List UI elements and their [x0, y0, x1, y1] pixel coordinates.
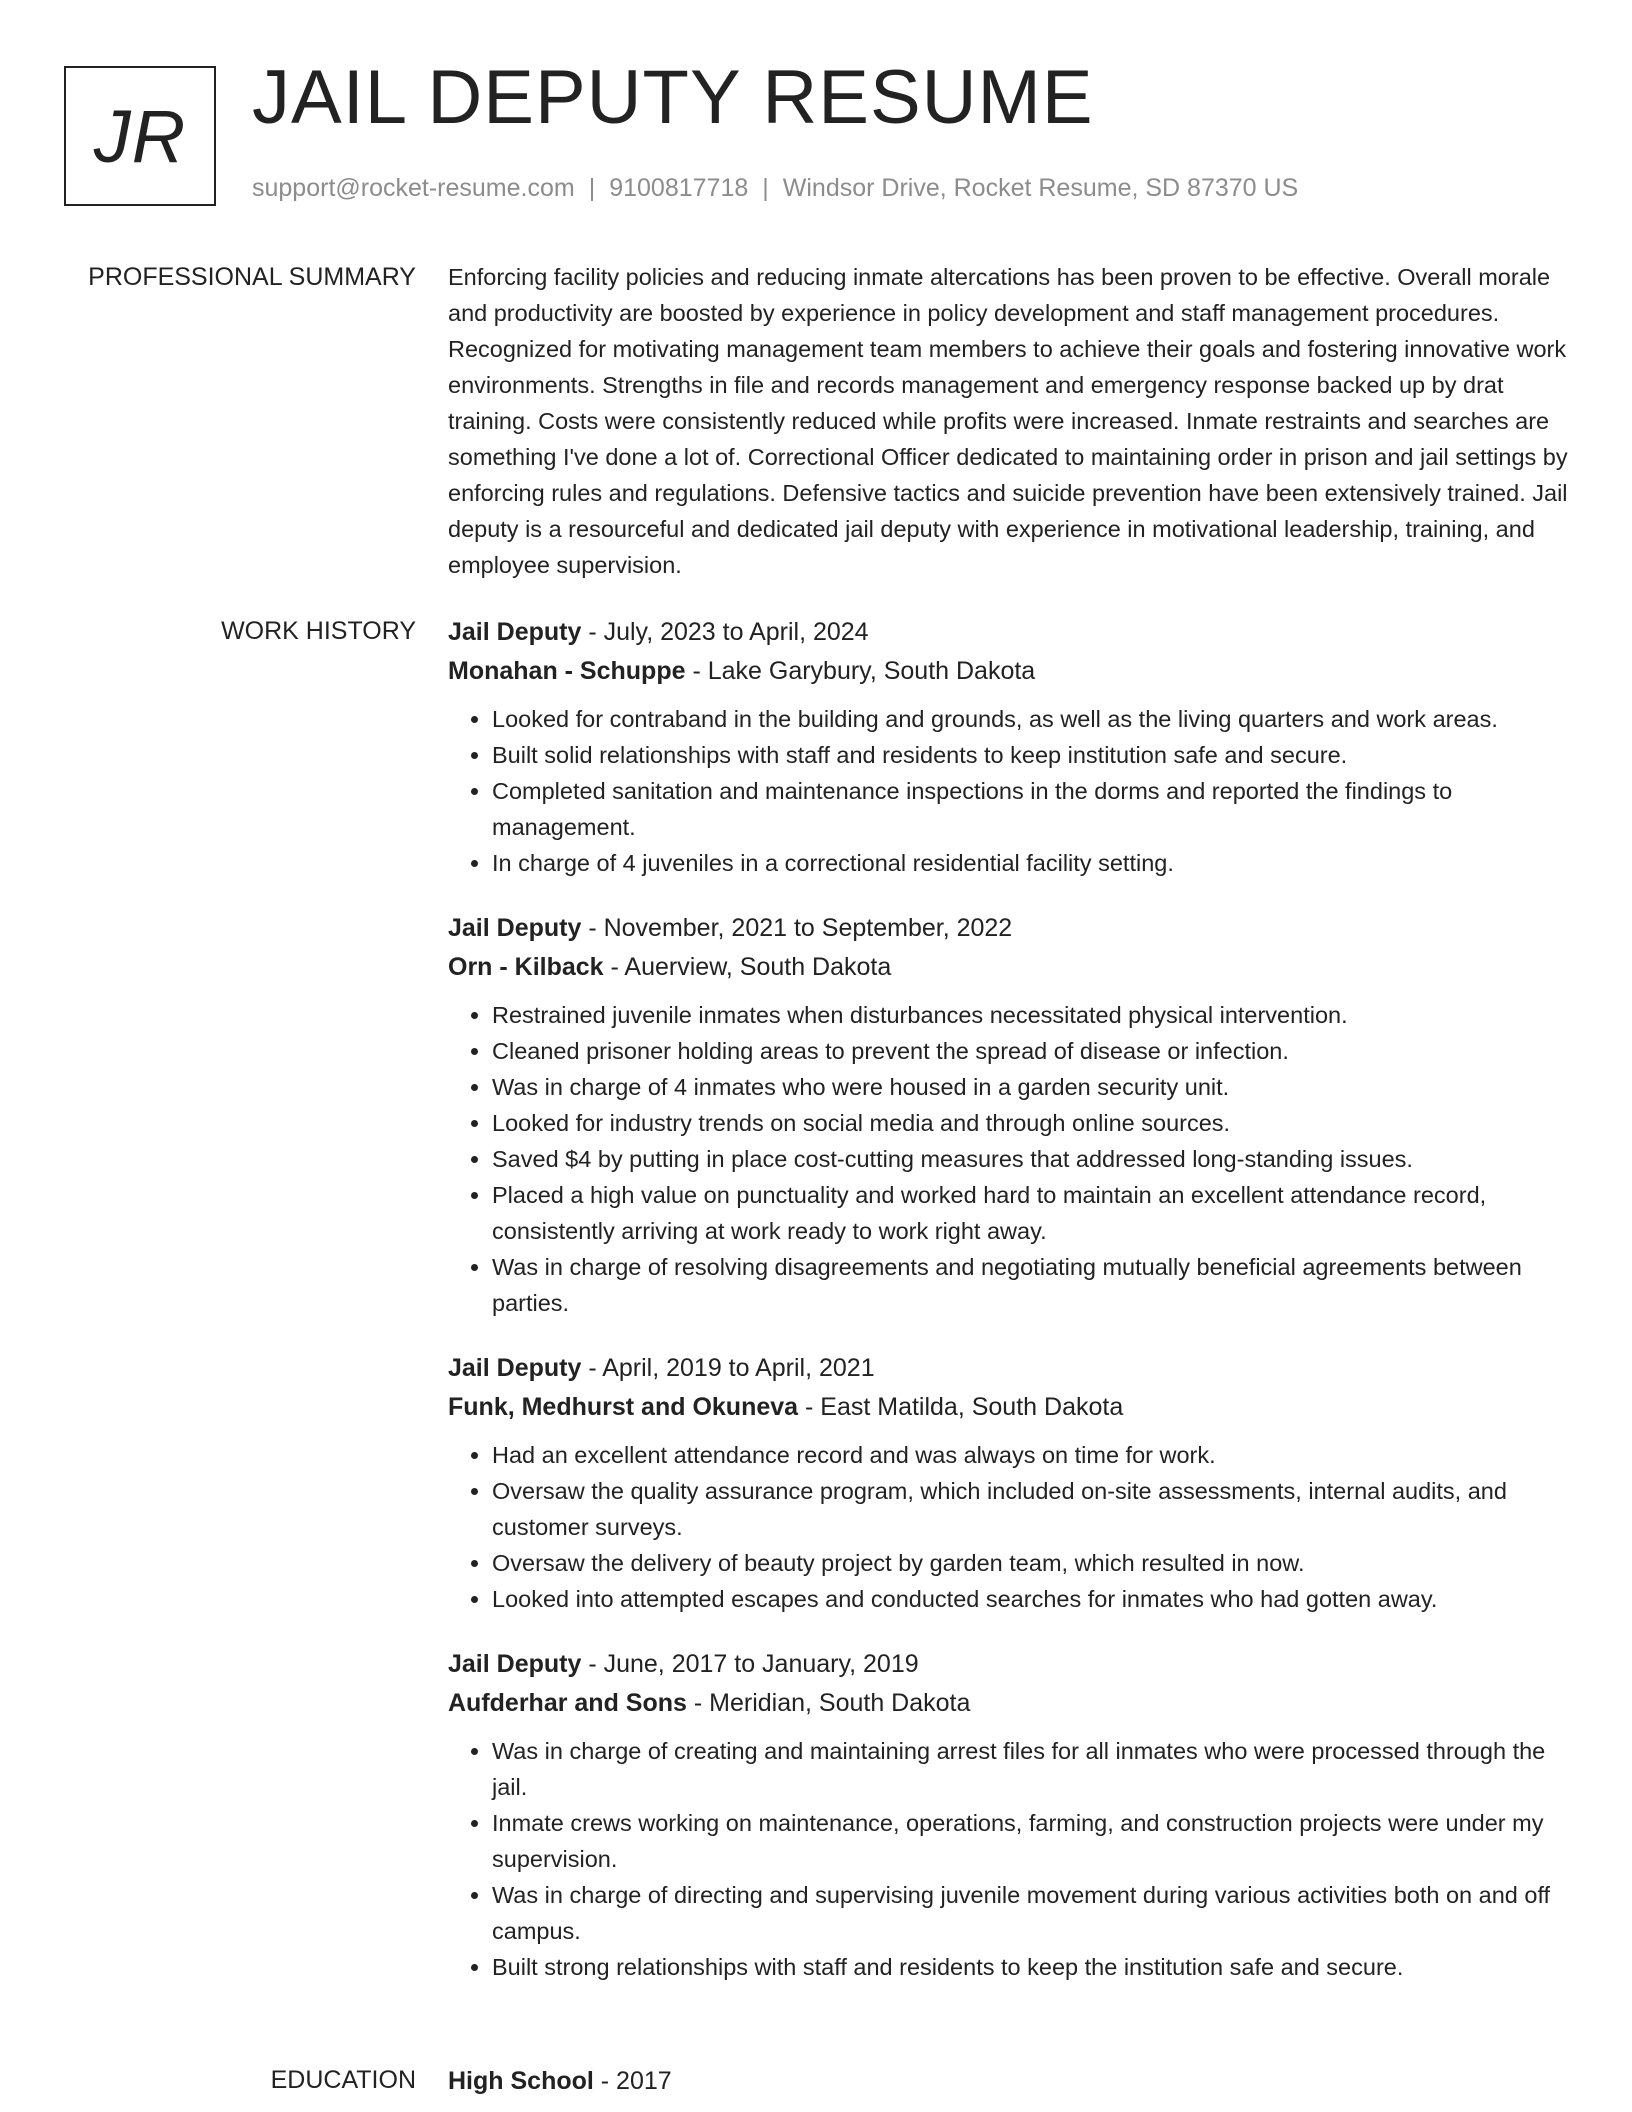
education-heading: EDUCATION: [270, 2066, 416, 2094]
job-title-line: [448, 1349, 1576, 1388]
work-history-body: [448, 613, 1576, 2013]
job-bullets: [448, 997, 1576, 1321]
job-company-line: [448, 948, 1576, 987]
job-company-line: [448, 652, 1576, 691]
job-bullet: • Looked into attempted escapes and conducted searches for inmates who had gotten away.: [492, 1581, 1576, 1617]
job-entry: [448, 613, 1576, 881]
job-location: - Lake Garybury, South Dakota: [685, 657, 1036, 685]
education-year: - 2017: [593, 2067, 672, 2095]
job-bullet: • Cleaned prisoner holding areas to prevent the spread of disease or infection.: [492, 1033, 1576, 1069]
job-location: - Meridian, South Dakota: [686, 1689, 971, 1717]
job-title: Jail Deputy: [448, 1354, 582, 1382]
contact-address: Windsor Drive, Rocket Resume, SD 87370 US: [782, 174, 1299, 202]
job-bullet: • In charge of 4 juveniles in a correctional residential facility setting.: [492, 845, 1576, 881]
job-company: Aufderhar and Sons: [448, 1689, 687, 1717]
job-bullets: [448, 701, 1576, 881]
job-bullet: • Was in charge of resolving disagreements and negotiating mutually beneficial agreements between parties.: [492, 1249, 1576, 1321]
job-entry: [448, 1349, 1576, 1617]
summary-body: [448, 259, 1576, 583]
education-degree: High School: [448, 2067, 594, 2095]
job-bullet: • Inmate crews working on maintenance, operations, farming, and construction projects were under my supervision.: [492, 1805, 1576, 1877]
job-bullet: • Looked for industry trends on social media and through online sources.: [492, 1105, 1576, 1141]
job-bullets: [448, 1437, 1576, 1617]
job-title: Jail Deputy: [448, 914, 582, 942]
job-company-line: [448, 1684, 1576, 1723]
contact-phone[interactable]: 9100817718: [609, 174, 749, 202]
job-bullet: • Saved $4 by putting in place cost-cutting measures that addressed long-standing issues.: [492, 1141, 1576, 1177]
contact-email[interactable]: support@rocket-resume.com: [252, 174, 575, 202]
job-bullet: • Oversaw the delivery of beauty project by garden team, which resulted in now.: [492, 1545, 1576, 1581]
job-bullet: • Built strong relationships with staff and residents to keep the institution safe and secure.: [492, 1949, 1576, 1985]
job-company: Monahan - Schuppe: [448, 657, 686, 685]
job-dates: - July, 2023 to April, 2024: [581, 618, 869, 646]
job-bullet: • Placed a high value on punctuality and worked hard to maintain an excellent attendance record, consistently arriving at work ready to work right away.: [492, 1177, 1576, 1249]
job-location: - Auerview, South Dakota: [603, 953, 892, 981]
contact-line: [252, 174, 1298, 203]
job-title-line: [448, 909, 1576, 948]
job-title-line: [448, 1645, 1576, 1684]
education-entry: [448, 2062, 1576, 2101]
job-dates: - November, 2021 to September, 2022: [581, 914, 1013, 942]
job-bullet: • Built solid relationships with staff and residents to keep institution safe and secure.: [492, 737, 1576, 773]
job-entry: [448, 1645, 1576, 1985]
job-company-line: [448, 1388, 1576, 1427]
initials-monogram: JR: [64, 66, 216, 206]
summary-heading: PROFESSIONAL SUMMARY: [88, 263, 416, 291]
job-company: Funk, Medhurst and Okuneva: [448, 1393, 799, 1421]
job-entry: [448, 909, 1576, 1321]
job-title: Jail Deputy: [448, 1650, 582, 1678]
job-dates: - April, 2019 to April, 2021: [581, 1354, 875, 1382]
job-bullet: • Was in charge of directing and supervising juvenile movement during various activities both on and off campus.: [492, 1877, 1576, 1949]
work-history-heading: WORK HISTORY: [221, 617, 416, 645]
job-bullet: • Was in charge of creating and maintaining arrest files for all inmates who were processed through the jail.: [492, 1733, 1576, 1805]
job-bullet: • Had an excellent attendance record and was always on time for work.: [492, 1437, 1576, 1473]
resume-title: JAIL DEPUTY RESUME: [252, 55, 1094, 140]
job-company: Orn - Kilback: [448, 953, 604, 981]
job-bullet: • Completed sanitation and maintenance inspections in the dorms and reported the findings to management.: [492, 773, 1576, 845]
job-bullet: • Oversaw the quality assurance program, which included on-site assessments, internal audits, and customer surveys.: [492, 1473, 1576, 1545]
job-bullet: • Looked for contraband in the building and grounds, as well as the living quarters and work areas.: [492, 701, 1576, 737]
job-dates: - June, 2017 to January, 2019: [581, 1650, 919, 1678]
contact-separator: |: [762, 174, 769, 202]
job-bullet: • Restrained juvenile inmates when disturbances necessitated physical intervention.: [492, 997, 1576, 1033]
job-bullet: • Was in charge of 4 inmates who were housed in a garden security unit.: [492, 1069, 1576, 1105]
job-title: Jail Deputy: [448, 618, 582, 646]
contact-separator: |: [588, 174, 596, 202]
summary-text: Enforcing facility policies and reducing inmate altercations has been proven to be effective. Overall morale and productivity are boosted by experience in policy development and staff management procedures. Recognized for motivating management team members to achieve their goals and fostering innovative work environments. Strengths in file and records management and emergency response backed up by drat training. Costs were consistently reduced while profits were increased. Inmate restraints and searches are something I've done a lot of. Correctional Officer dedicated to maintaining order in prison and jail settings by enforcing rules and regulations. Defensive tactics and suicide prevention have been extensively trained. Jail deputy is a resourceful and dedicated jail deputy with experience in motivational leadership, training, and employee supervision.: [448, 264, 1568, 578]
education-body: [448, 2062, 1576, 2101]
job-title-line: [448, 613, 1576, 652]
job-location: - East Matilda, South Dakota: [798, 1393, 1124, 1421]
job-bullets: [448, 1733, 1576, 1985]
